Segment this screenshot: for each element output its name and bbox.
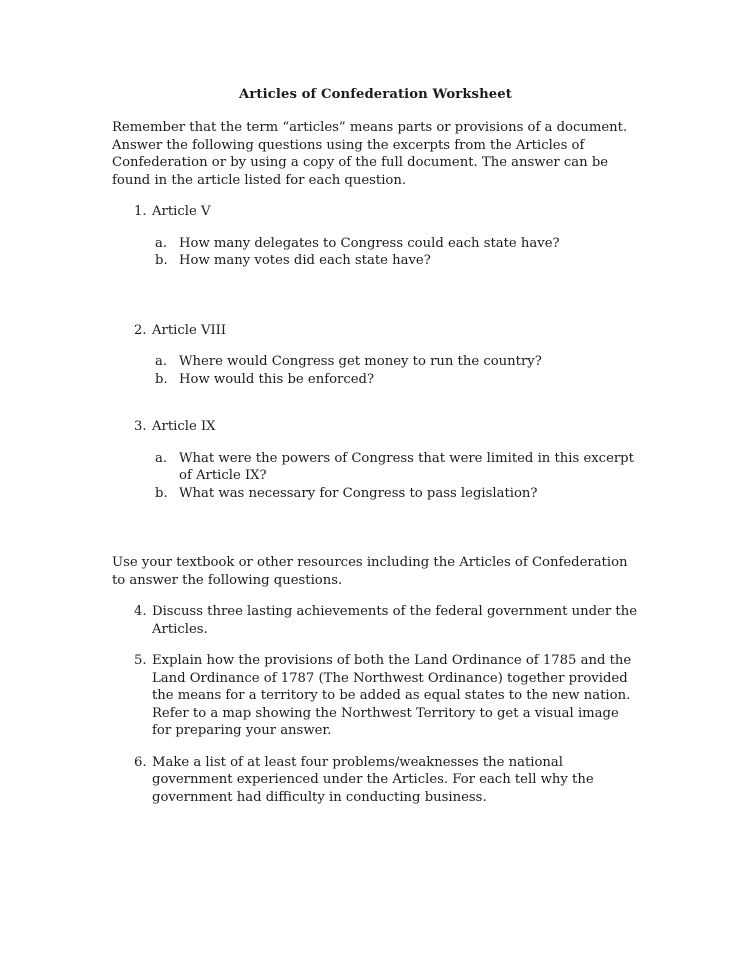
answer-space (112, 388, 639, 418)
question-text: Make a list of at least four problems/weaknesses the national government experienced under the Articles. For each tell why the government had difficulty in conducting business. (152, 754, 594, 805)
subquestion-group (155, 235, 639, 270)
question-item-1 (112, 203, 639, 270)
section-one-question-list (112, 203, 639, 502)
question-number: 3. (134, 419, 147, 434)
question-number: 4. (134, 604, 147, 619)
section-two-question-list (112, 603, 639, 806)
answer-space (112, 638, 639, 652)
subquestion-text: How many delegates to Congress could each state have? (179, 235, 560, 251)
subquestion-letter: a. (155, 354, 168, 369)
question-item-4 (112, 603, 639, 638)
subquestion-list (155, 450, 639, 503)
subquestion-text: Where would Congress get money to run the country? (179, 354, 542, 369)
question-item-2 (112, 322, 639, 389)
subquestion-item (155, 371, 639, 389)
subquestion-letter: a. (155, 450, 168, 466)
subquestion-group (155, 353, 639, 388)
subquestion-text: What were the powers of Congress that were limited in this excerpt of Article IX? (179, 450, 634, 483)
question-text: Discuss three lasting achievements of the federal government under the Articles. (152, 604, 637, 637)
question-item-3 (112, 418, 639, 502)
subquestion-letter: a. (155, 235, 168, 251)
answer-space (112, 270, 639, 322)
subquestion-item (155, 252, 639, 270)
question-text: Explain how the provisions of both the Land Ordinance of 1785 and the Land Ordinance of 1787 (The Northwest Ordinance) together provided the means for a territory to be added as equal states to the new nation. Refer to a map showing the Northwest Territory to get a visual image for preparing your answer. (152, 653, 632, 738)
question-item-6 (112, 754, 639, 807)
subquestion-item (155, 485, 639, 503)
subquestion-text: What was necessary for Congress to pass legislation? (179, 485, 538, 501)
subquestion-item (155, 235, 639, 253)
question-number: 2. (134, 322, 147, 338)
question-item-5 (112, 652, 639, 740)
question-text: Article V (152, 204, 211, 219)
spacer (112, 589, 639, 603)
subquestion-item (155, 353, 639, 371)
subquestion-letter: b. (155, 371, 168, 387)
section-divider-space (112, 502, 639, 554)
document-body (112, 86, 639, 806)
subquestion-text: How would this be enforced? (179, 371, 375, 387)
page-title: Articles of Confederation Worksheet (239, 87, 512, 102)
section-one-intro: Remember that the term “articles” means parts or provisions of a document. Answer the following questions using the excerpts from the Articles of Confederation or by using a copy of the full document. The answer can be found in the article listed for each question. (112, 120, 628, 188)
section-two-intro: Use your textbook or other resources including the Articles of Confederation to answer the following questions. (112, 555, 628, 588)
answer-space (112, 740, 639, 754)
question-number: 6. (134, 754, 147, 770)
subquestion-group (155, 450, 639, 503)
question-text: Article IX (152, 419, 216, 434)
question-text: Article VIII (152, 322, 227, 338)
subquestion-text: How many votes did each state have? (179, 253, 431, 268)
question-number: 1. (134, 204, 147, 219)
question-number: 5. (134, 653, 147, 668)
subquestion-item (155, 450, 639, 485)
spacer (112, 189, 639, 203)
subquestion-letter: b. (155, 253, 168, 268)
subquestion-list (155, 353, 639, 388)
subquestion-letter: b. (155, 485, 168, 501)
subquestion-list (155, 235, 639, 270)
